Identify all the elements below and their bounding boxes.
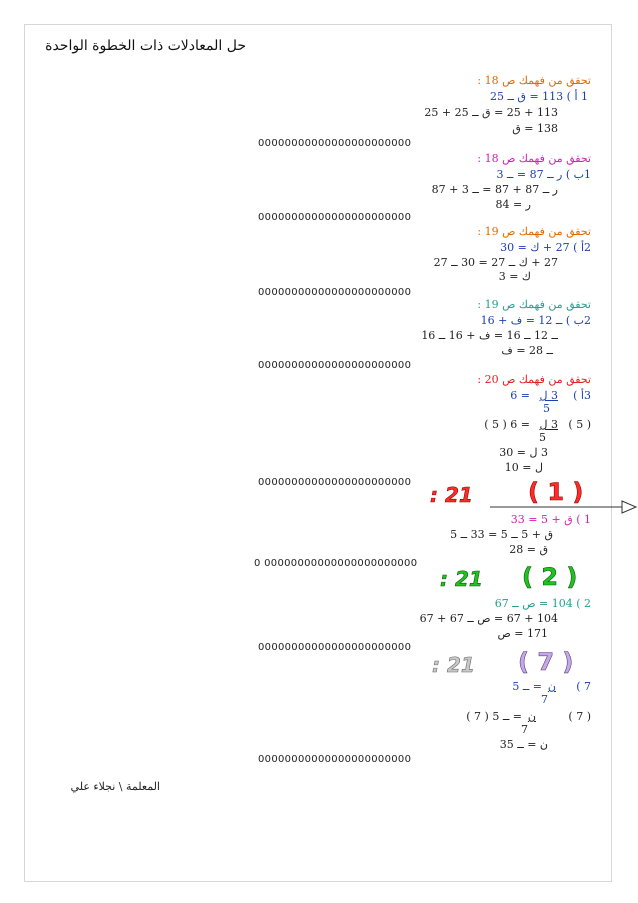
eq-1-line-2: 113 + 25 = ق ــ 25 + 25 — [424, 106, 558, 119]
ex21-7-label: 7 ) — [576, 680, 591, 693]
eq-3-line-2: 27 + ك ــ 27 = 30 ــ 27 — [433, 256, 558, 269]
eq-5-multiplier: ( 5 ) — [568, 418, 591, 431]
ex21-7-line-3: ن = ــ 35 — [499, 738, 548, 751]
exercise-2-badge: ( 2 ) — [522, 563, 578, 591]
eq-5-line-2-rhs: = 6 ( 5 ) — [484, 418, 530, 431]
separator: 00000000000000000000000 — [258, 754, 412, 765]
eq-5-line-2-denominator: 5 — [539, 431, 546, 444]
eq-2-line-3: ر = 84 — [495, 198, 531, 211]
page-21-wordart: : 21 — [432, 653, 475, 677]
ex21-1-line-1: 1 ) ق + 5 = 33 — [510, 513, 591, 526]
eq-1-line-1: 1 أ ) 113 = ق ــ 25 — [489, 90, 588, 103]
ex21-2-line-3: 171 = ص — [497, 627, 548, 640]
page-21-wordart: : 21 — [440, 567, 483, 591]
ex21-7-multiplier: ( 7 ) — [568, 710, 591, 723]
eq-3-line-1: 2أ ) 27 + ك = 30 — [500, 241, 591, 254]
check-label-3: تحقق من فهمك ص 19 : — [477, 225, 591, 238]
exercise-7-badge: ( 7 ) — [518, 648, 574, 676]
ex21-2-line-2: 104 + 67 = ص ــ 67 + 67 — [419, 612, 558, 625]
separator: 00000000000000000000000 — [258, 360, 412, 371]
teacher-signature: المعلمة \ نجلاء علي — [70, 780, 160, 793]
check-label-2: تحقق من فهمك ص 18 : — [477, 152, 591, 165]
ex21-2-line-1: 2 ) 104 = ص ــ 67 — [494, 597, 591, 610]
ex21-7-numerator: ن — [547, 680, 556, 693]
check-label-4: تحقق من فهمك ص 19 : — [477, 298, 591, 311]
separator: 00000000000000000000000 — [258, 138, 412, 149]
separator: 00000000000000000000000 — [258, 642, 412, 653]
separator: 00000000000000000000000 — [258, 287, 412, 298]
check-label-5: تحقق من فهمك ص 20 : — [477, 373, 591, 386]
exercise-1-badge: ( 1 ) — [528, 478, 584, 506]
ex21-7-line-2-numerator: ن — [527, 710, 536, 723]
ex21-7-line-2-denominator: 7 — [521, 723, 528, 736]
separator: 00000000000000000000000 — [258, 212, 412, 223]
ex21-1-line-2: ق + 5 ــ 5 = 33 ــ 5 — [450, 528, 553, 541]
eq-2-line-1: 1ب ) ر ــ 87 = ــ 3 — [496, 168, 591, 181]
eq-5-label: 3أ ) — [573, 389, 591, 402]
eq-5-rhs: = 6 — [510, 389, 530, 402]
ex21-7-line-2-rhs: = ــ 5 ( 7 ) — [466, 710, 522, 723]
ex21-7-denominator: 7 — [541, 693, 548, 706]
separator: 0 00000000000000000000000 — [254, 558, 418, 569]
ex21-7-rhs: = ــ 5 — [512, 680, 542, 693]
eq-5-line-2-numerator: 3 ل — [539, 418, 558, 431]
page-21-wordart: : 21 — [430, 483, 473, 507]
eq-3-line-3: ك = 3 — [498, 270, 531, 283]
eq-4-line-1: 2ب ) ــ 12 = ف + 16 — [480, 314, 591, 327]
eq-1-line-3: 138 = ق — [512, 122, 558, 135]
eq-5-denominator: 5 — [543, 402, 550, 415]
page-title: حل المعادلات ذات الخطوة الواحدة — [45, 38, 246, 54]
eq-2-line-2: ر ــ 87 + 87 = ــ 3 + 87 — [431, 183, 558, 196]
eq-4-line-3: ــ 28 = ف — [501, 344, 553, 357]
check-label-1: تحقق من فهمك ص 18 : — [477, 74, 591, 87]
eq-5-line-3: 3 ل = 30 — [499, 446, 548, 459]
eq-5-line-4: ل = 10 — [504, 461, 543, 474]
eq-4-line-2: ــ 12 ــ 16 = ف + 16 ــ 16 — [421, 329, 558, 342]
ex21-1-line-3: ق = 28 — [509, 543, 548, 556]
separator: 00000000000000000000000 — [258, 477, 412, 488]
eq-5-numerator: 3 ل — [539, 389, 558, 402]
